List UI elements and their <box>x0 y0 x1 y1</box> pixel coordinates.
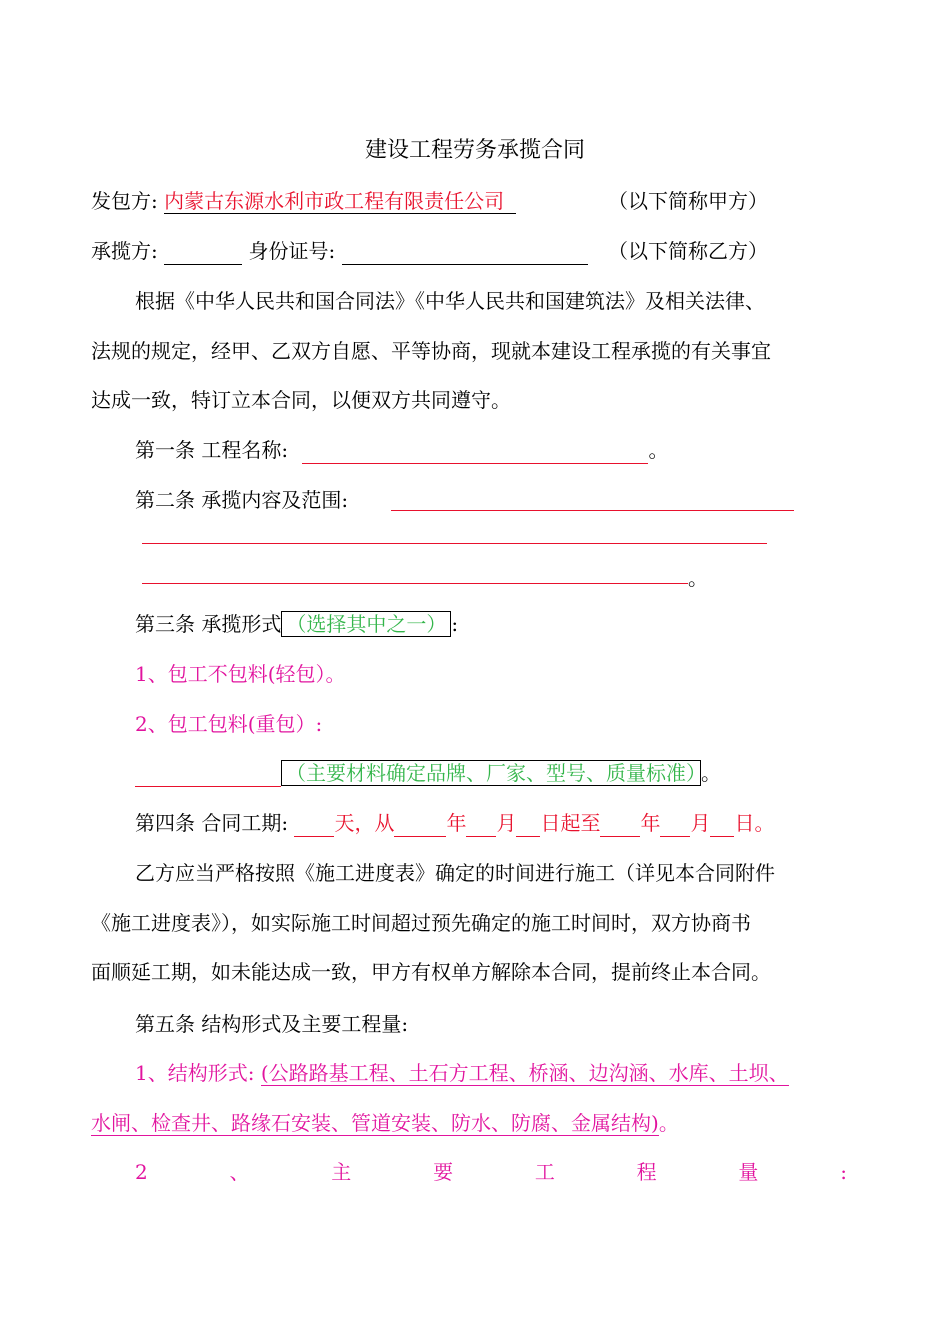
t-end: 日。 <box>734 811 775 835</box>
party-b-note: （以下简称乙方） <box>608 239 768 263</box>
option-2-end: 。 <box>701 761 721 785</box>
article-5: 第五条 结构形式及主要工程量: <box>135 1012 409 1036</box>
party-b-id-blank[interactable] <box>342 242 588 265</box>
party-a-line <box>91 187 516 215</box>
article-2-end: 。 <box>688 566 708 590</box>
t-month-2: 月 <box>690 811 711 835</box>
material-blank[interactable] <box>135 764 281 787</box>
t-day: 天，从 <box>334 811 395 835</box>
article-4-para-1: 乙方应当严格按照《施工进度表》确定的时间进行施工（详见本合同附件 <box>135 861 775 885</box>
article-3-colon: : <box>451 612 459 636</box>
intro-line-3: 达成一致，特订立本合同，以便双方共同遵守。 <box>91 388 511 412</box>
article-3-label: 第三条 承揽形式 <box>135 612 282 636</box>
structure-label: 1、结构形式: <box>135 1061 255 1085</box>
article-2 <box>135 486 348 514</box>
article-3 <box>135 610 458 638</box>
t-year-2: 年 <box>640 811 661 835</box>
t-from: 日起至 <box>540 811 601 835</box>
start-year-blank[interactable] <box>394 814 446 837</box>
q-char-1: 、 <box>229 1160 250 1184</box>
party-b-label: 承揽方: <box>91 239 158 263</box>
quantities-heading <box>135 1158 847 1186</box>
end-month-blank[interactable] <box>660 814 690 837</box>
structure-line-2 <box>91 1109 679 1137</box>
option-2-detail <box>135 759 721 787</box>
article-2-label: 第二条 承揽内容及范围: <box>135 488 349 512</box>
scope-blank-2[interactable] <box>142 543 767 544</box>
start-month-blank[interactable] <box>466 814 496 837</box>
article-4-label: 第四条 合同工期: <box>135 811 289 835</box>
scope-blank-1[interactable] <box>391 510 794 511</box>
party-a-note: （以下简称甲方） <box>608 189 768 213</box>
party-b-name-blank[interactable] <box>164 242 242 265</box>
q-char-4: 工 <box>534 1160 555 1184</box>
page-title: 建设工程劳务承揽合同 <box>364 138 585 163</box>
party-b-line <box>91 237 588 265</box>
q-char-3: 要 <box>433 1160 454 1184</box>
article-1 <box>135 436 668 464</box>
end-year-blank[interactable] <box>600 814 640 837</box>
q-char-7: : <box>840 1160 847 1184</box>
structure-text-a: (公路路基工程、土石方工程、桥涵、边沟涵、水库、土坝、 <box>260 1061 789 1085</box>
article-4-para-2: 《施工进度表》），如实际施工时间超过预先确定的施工时间时，双方协商书 <box>91 911 751 935</box>
article-4 <box>135 809 774 837</box>
party-a-name: 内蒙古东源水利市政工程有限责任公司 <box>164 189 516 214</box>
article-1-label: 第一条 工程名称: <box>135 438 289 462</box>
article-3-hint: （选择其中之一） <box>281 611 451 637</box>
party-b-id-label: 身份证号: <box>248 239 336 263</box>
end-day-blank[interactable] <box>710 814 734 837</box>
scope-blank-3[interactable] <box>142 583 688 584</box>
intro-line-1: 根据《中华人民共和国合同法》《中华人民共和国建筑法》及相关法律、 <box>135 289 765 313</box>
q-char-0: 2 <box>135 1160 148 1184</box>
start-day-blank[interactable] <box>516 814 540 837</box>
article-4-para-3: 面顺延工期，如未能达成一致，甲方有权单方解除本合同，提前终止本合同。 <box>91 960 771 984</box>
party-a-label: 发包方: <box>91 189 158 213</box>
structure-end: 。 <box>658 1111 679 1135</box>
structure-line-1 <box>135 1059 789 1087</box>
days-blank[interactable] <box>294 814 334 837</box>
option-1: 1、包工不包料(轻包）。 <box>135 662 346 686</box>
project-name-blank[interactable] <box>302 441 648 464</box>
t-year: 年 <box>446 811 467 835</box>
q-char-2: 主 <box>331 1160 352 1184</box>
material-hint: （主要材料确定品牌、厂家、型号、质量标准） <box>281 760 701 786</box>
q-char-5: 程 <box>636 1160 657 1184</box>
q-char-6: 量 <box>738 1160 759 1184</box>
structure-text-b: 水闸、检查井、路缘石安装、管道安装、防水、防腐、金属结构) <box>91 1111 659 1135</box>
article-1-end: 。 <box>648 438 669 462</box>
t-month: 月 <box>496 811 517 835</box>
intro-line-2: 法规的规定，经甲、乙双方自愿、平等协商，现就本建设工程承揽的有关事宜 <box>91 339 771 363</box>
option-2: 2、包工包料(重包）: <box>135 712 323 736</box>
